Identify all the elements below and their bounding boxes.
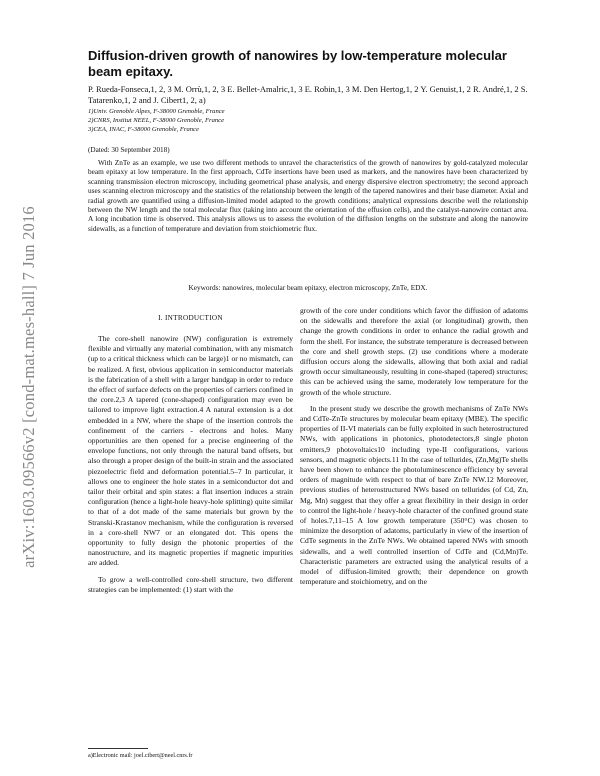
affiliation-1: 1)Univ. Grenoble Alpes, F-38000 Grenoble, France <box>88 108 225 115</box>
arxiv-identifier: arXiv:1603.09566v2 [cond-mat.mes-hall] 7 Jun 2016 <box>19 206 38 568</box>
author-list: P. Rueda-Fonseca,1, 2, 3 M. Orrù,1, 2, 3 E. Bellet-Amalric,1, 3 E. Robin,1, 3 M. Den Hertog,1, 2 Y. Genuist,1, 2 R. André,1, 2 S. Tatarenko,1, 2 and J. Cibert1, 2, a) <box>88 84 528 105</box>
paragraph: growth of the core under conditions which favor the diffusion of adatoms on the sidewalls and therefore the axial (or longitudinal) growth, then change the growth conditions in order to enhance the radial growth and form the shell. For instance, the substrate temperature is decreased between the core and shell growth steps. (2) use conditions where a moderate diffusion occurs along the sidewalls, allowing that both axial and radial growth occur simultaneously, resulting in cone-shaped (tapered) structures; this can be achieved using the same, moderately low temperature for the growth of the whole structure. <box>300 306 528 397</box>
keywords: Keywords: nanowires, molecular beam epitaxy, electron microscopy, ZnTe, EDX. <box>188 283 428 292</box>
paragraph: The core-shell nanowire (NW) configuration is extremely flexible and virtually any material combination, with any mismatch (up to a critical thickness which can be large)1 or no mismatch, can be realized. A first, obvious application in semiconductor materials is the fabrication of a shell with a larger bandgap in order to reduce the effect of surface defects on the properties of carriers confined in the core.2,3 A tapered (cone-shaped) configuration may even be tailored to improve light extraction.4 A natural extension is a dot embedded in a NW, where the shape of the insertion controls the confinement of the carriers - electrons and holes. Many opportunities are then opened for a precise engineering of the envelope functions, not only through the natural band offsets, but also through a proper design of the built-in strain and the associated piezoelectric field and deformation potential.5–7 In particular, it allows one to engineer the hole states in a semiconductor dot and tailor their orbital and spin states: a flat insertion induces a strain configuration (hence a light-hole heavy-hole splitting) quite similar to that of a dot made of the same materials but grown by the Stranski-Krastanov mechanism, while the configuration is reversed in a core-shell NW7 or an elongated dot. This opens the opportunity to fully design the photonic properties of the nanostructure, and its magnetic properties if magnetic impurities are added. <box>88 334 293 568</box>
footnote-rule <box>88 748 148 749</box>
date-line: (Dated: 30 September 2018) <box>88 146 170 154</box>
footnote: a)Electronic mail: joel.cibert@neel.cnrs.fr <box>88 752 193 759</box>
abstract: With ZnTe as an example, we use two different methods to unravel the characteristics of the growth of nanowires by gold-catalyzed molecular beam epitaxy at low temperature. In the first approach, CdTe insertions have been used as markers, and the nanowires have been characterized by scanning transmission electron microscopy, including geometrical phase analysis, and energy dispersive electron spectrometry; the second approach uses scanning electron microscopy and the statistics of the relationship between the length of the tapered nanowires and their base diameter. Axial and radial growth are quantified using a diffusion-limited model adapted to the growth conditions; analytical expressions describe well the relationship between the NW length and the total molecular flux (taking into account the orientation of the effusion cells), and the catalyst-nanowire contact area. A long incubation time is observed. This analysis allows us to assess the evolution of the diffusion lengths on the substrate and along the nanowire sidewalls, as a function of temperature and deviation from stoichiometric flux. <box>88 158 528 233</box>
right-column <box>300 306 528 587</box>
left-column <box>88 334 293 595</box>
affiliation-3: 3)CEA, INAC, F-38000 Grenoble, France <box>88 126 199 133</box>
arxiv-stamp <box>14 152 44 622</box>
paragraph: In the present study we describe the growth mechanisms of ZnTe NWs and CdTe-ZnTe structures by molecular beam epitaxy (MBE). The specific properties of II-VI materials can be fully exploited in such heterostructured NWs, with applications in photonics, photodetectors,8 single photon emitters,9 photovoltaics10 including type-II configurations, various sensors, and magnetic objects.11 In the case of tellurides, (Zn,Mg)Te shells have been shown to enhance the photoluminescence efficiency by several orders of magnitude with respect to that of bare ZnTe NW.12 Moreover, previous studies of heterostructured NWs based on tellurides (of Cd, Zn, Mg, Mn) suggest that they offer a great flexibility in their design in order to control the light-hole / heavy-hole character of the confined ground state of holes.7,11–15 A low growth temperature (350°C) was chosen to minimize the desorption of adatoms, particularly in view of the insertion of CdTe segments in the ZnTe NWs. We obtained tapered NWs with smooth sidewalls, and a well controlled insertion of CdTe and (Cd,Mn)Te. Characteristic parameters are extracted using the analytical results of a model of diffusion-limited growth; their dependence on growth temperature and stoichiometry, and on the <box>300 403 528 587</box>
affiliations <box>88 107 528 134</box>
section-heading: I. INTRODUCTION <box>158 314 223 322</box>
affiliation-2: 2)CNRS, Institut NEEL, F-38000 Grenoble, France <box>88 117 225 124</box>
paper-title: Diffusion-driven growth of nanowires by low-temperature molecular beam epitaxy. <box>88 48 507 79</box>
paragraph: To grow a well-controlled core-shell structure, two different strategies can be implemented: (1) start with the <box>88 574 293 594</box>
